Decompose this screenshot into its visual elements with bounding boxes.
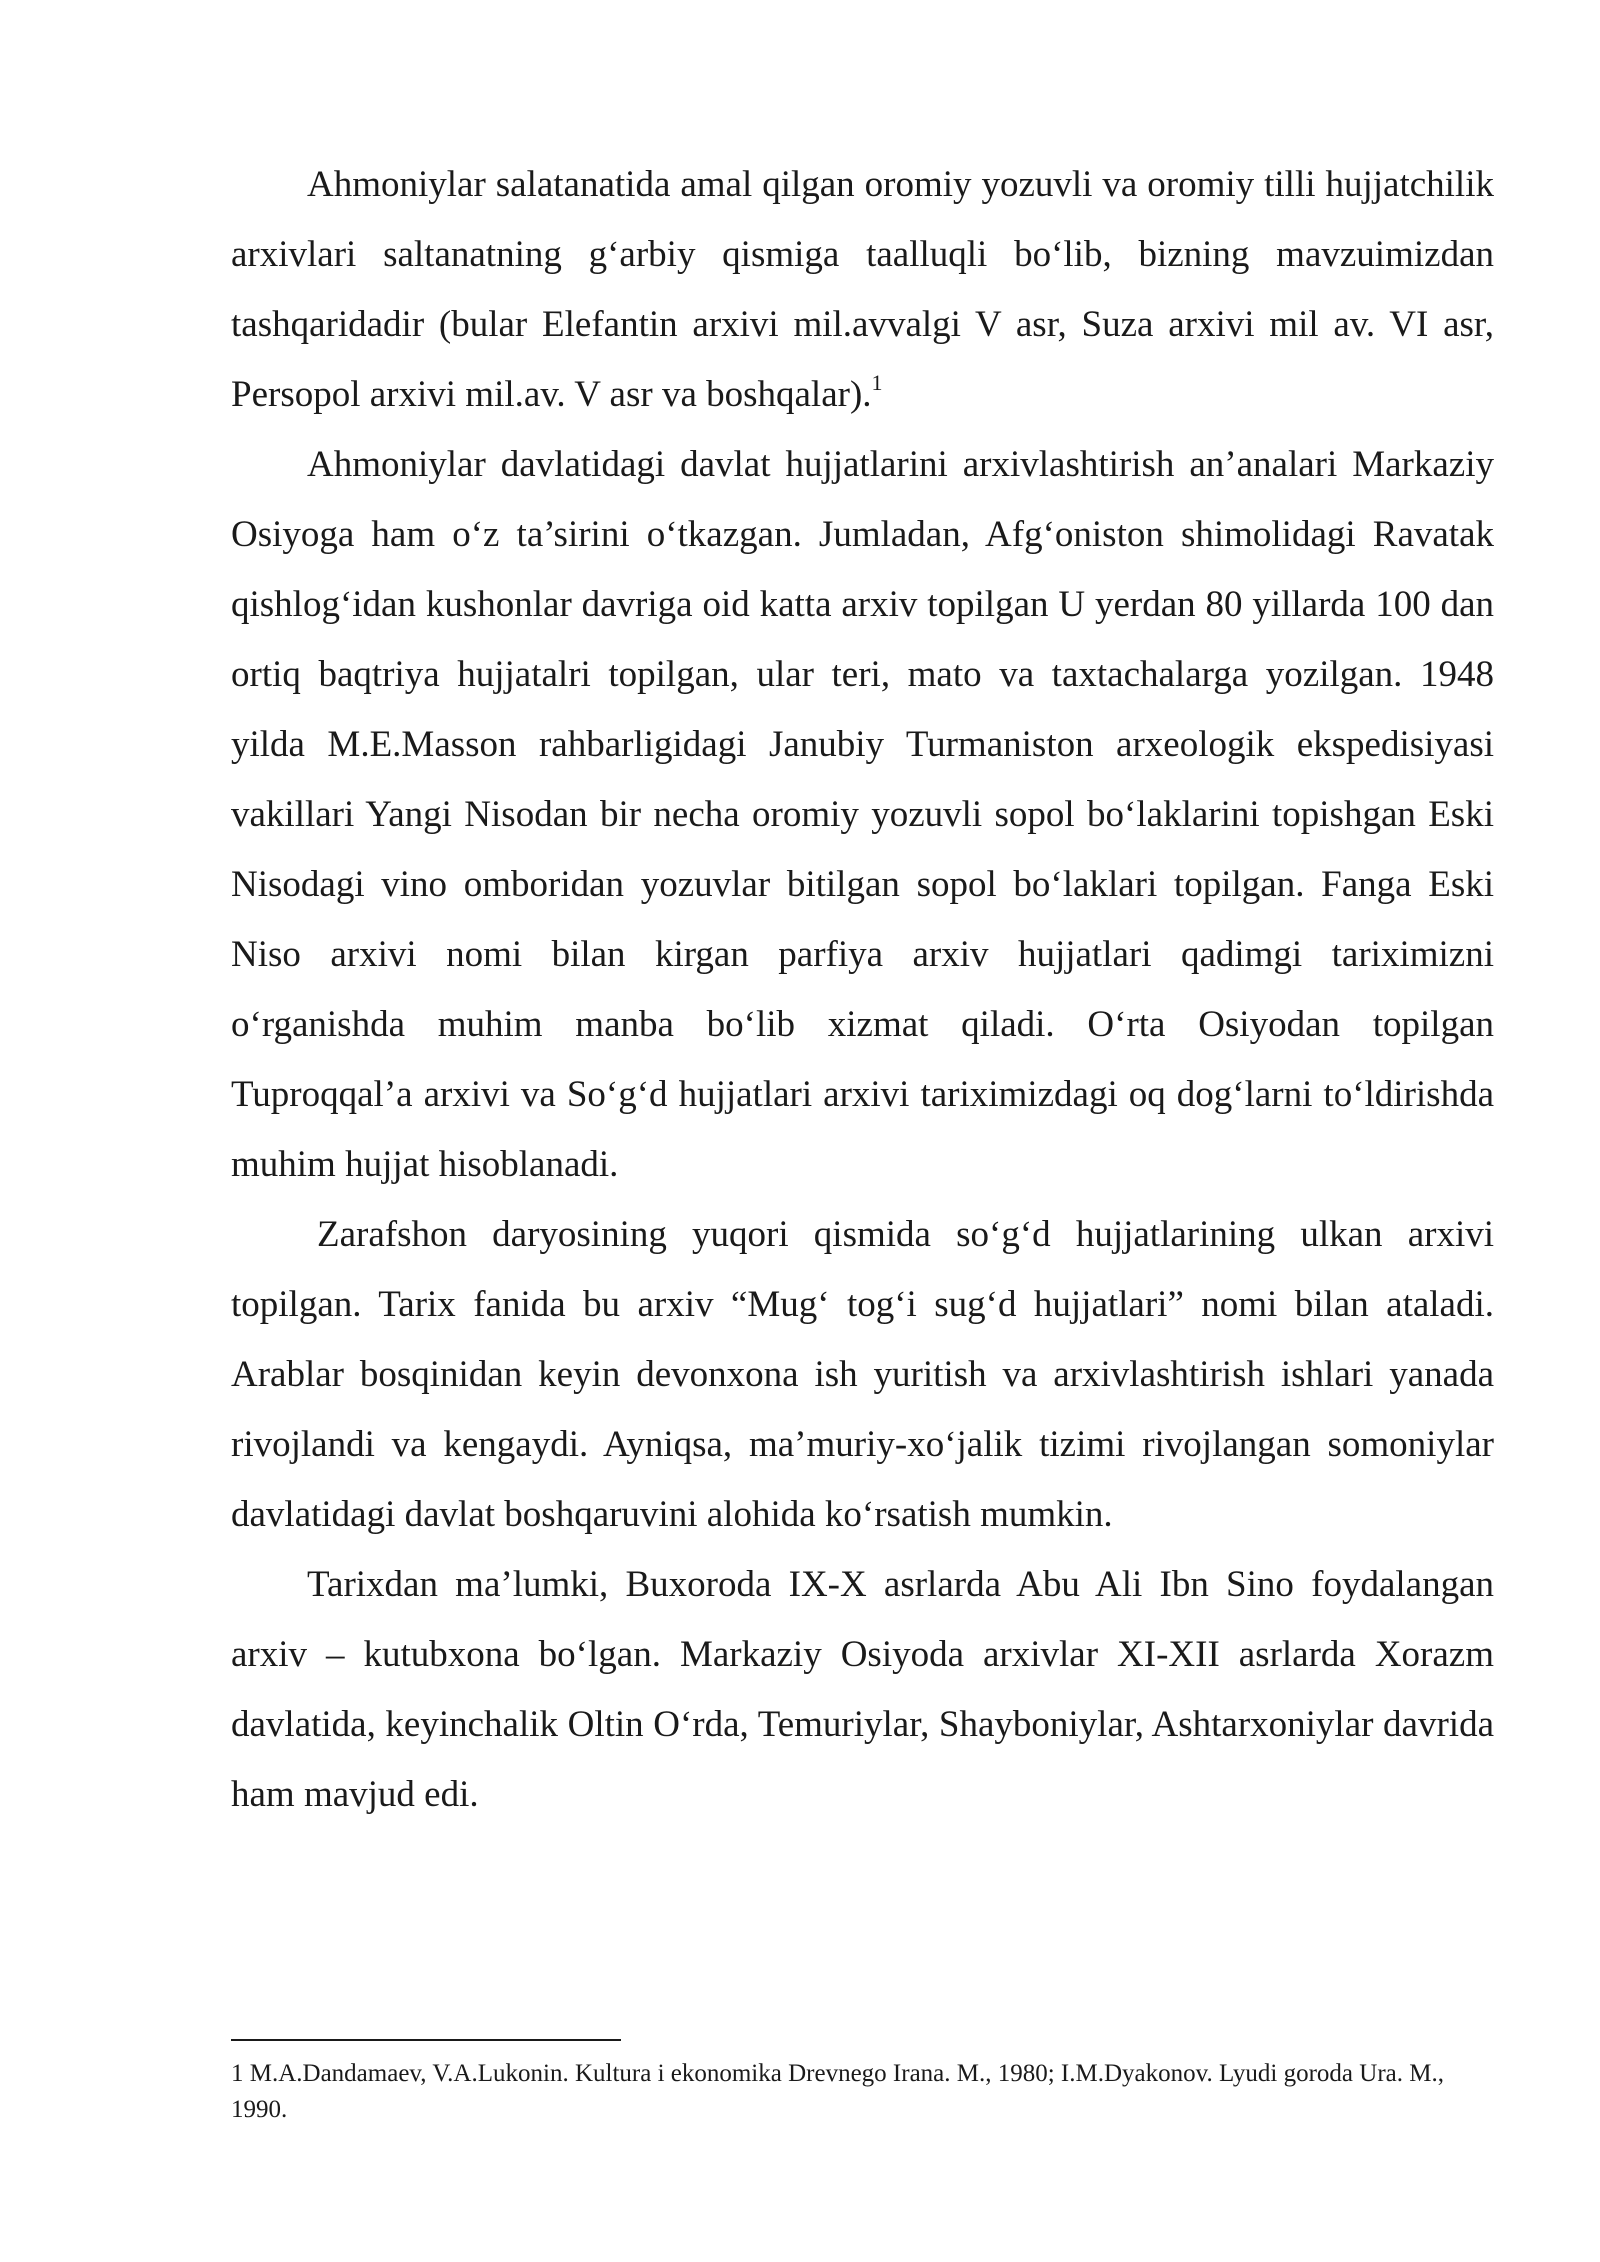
paragraph-4-text: Tarixdan ma’lumki, Buxoroda IX-X asrlarda Abu Ali Ibn Sino foydalangan arxiv – kutubxona bo‘lgan. Markaziy Osiyoda arxivlar XI-XII asrlarda Xorazm davlatida, keyinchalik Oltin O‘rda, Temuriylar, Shayboniylar, Ashtarxoniylar davrida ham mavjud edi. xyxy=(231,1564,1494,1815)
footnote: 1 M.A.Dandamaev, V.A.Lukonin. Kultura i ekonomika Drevnego Irana. M., 1980; I.M.Dyakonov. Lyudi goroda Ura. M., 1990. xyxy=(231,2060,1444,2123)
paragraph-1-text: Ahmoniylar salatanatida amal qilgan oromiy yozuvli va oromiy tilli hujjatchilik arxivlari saltanatning g‘arbiy qismiga taalluqli bo‘lib, bizning mavzuimizdan tashqaridadir (bular Elefantin arxivi mil.avvalgi V asr, Suza arxivi mil av. VI asr, Persopol arxivi mil.av. V asr va boshqalar). xyxy=(231,164,1494,415)
body-text xyxy=(231,150,1494,1830)
paragraph-2-text: Ahmoniylar davlatidagi davlat hujjatlarini arxivlashtirish an’analari Markaziy Osiyoga ham o‘z ta’sirini o‘tkazgan. Jumladan, Afg‘oniston shimolidagi Ravatak qishlog‘idan kushonlar davriga oid katta arxiv topilgan U yerdan 80 yillarda 100 dan ortiq baqtriya hujjatalri topilgan, ular teri, mato va taxtachalarga yozilgan. 1948 yilda M.E.Masson rahbarligidagi Janubiy Turmaniston arxeologik ekspedisiyasi vakillari Yangi Nisodan bir necha oromiy yozuvli sopol bo‘laklarini topishgan Eski Nisodagi vino omboridan yozuvlar bitilgan sopol bo‘laklari topilgan. Fanga Eski Niso arxivi nomi bilan kirgan parfiya arxiv hujjatlari qadimgi tariximizni o‘rganishda muhim manba bo‘lib xizmat qiladi. O‘rta Osiyodan topilgan Tuproqqal’a arxivi va So‘g‘d hujjatlari arxivi tariximizdagi oq dog‘larni to‘ldirishda muhim hujjat hisoblanadi. xyxy=(231,444,1494,1185)
paragraph-4 xyxy=(231,1550,1494,1830)
footnote-separator xyxy=(231,2039,621,2041)
paragraph-3 xyxy=(231,1200,1494,1550)
paragraph-1 xyxy=(231,150,1494,430)
footnote-reference[interactable]: 1 xyxy=(871,370,883,395)
paragraph-2 xyxy=(231,430,1494,1200)
paragraph-3-text: Zarafshon daryosining yuqori qismida so‘g‘d hujjatlarining ulkan arxivi topilgan. Tarix fanida bu arxiv “Mug‘ tog‘i sug‘d hujjatlari” nomi bilan ataladi. Arablar bosqinidan keyin devonxona ish yuritish va arxivlashtirish ishlari yanada rivojlandi va kengaydi. Ayniqsa, ma’muriy-xo‘jalik tizimi rivojlangan somoniylar davlatidagi davlat boshqaruvini alohida ko‘rsatish mumkin. xyxy=(231,1214,1494,1535)
